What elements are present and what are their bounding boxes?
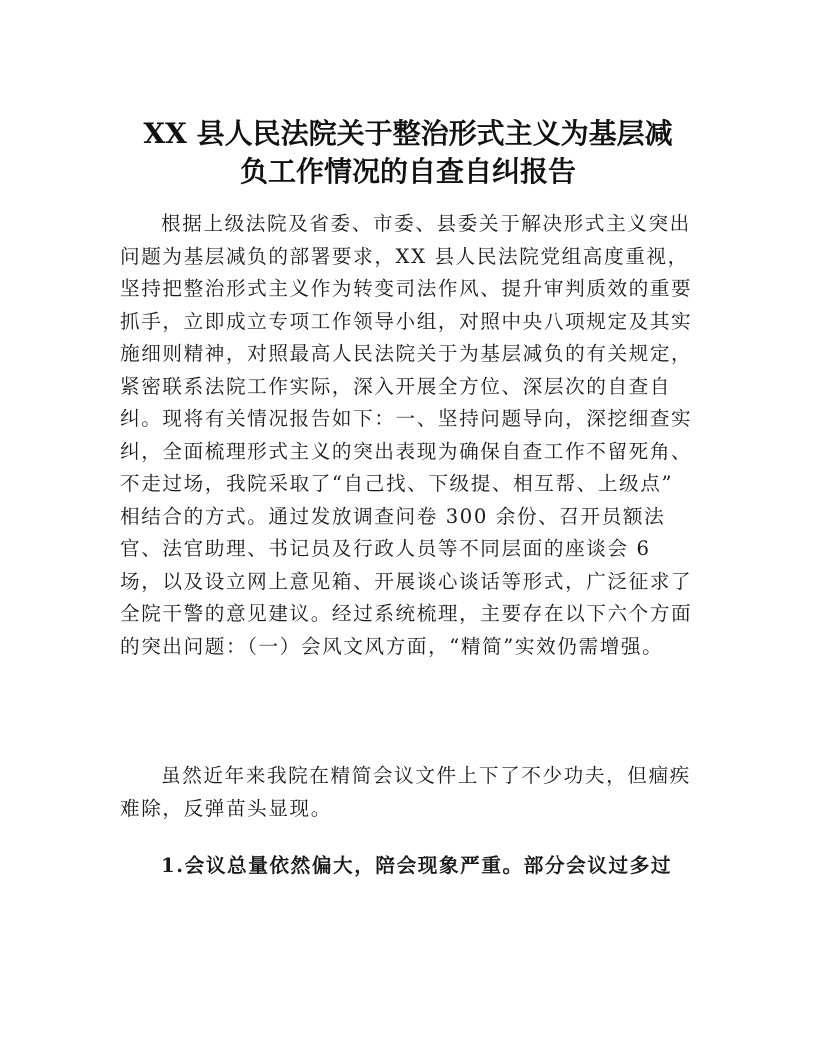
paragraph-line: 场，以及设立网上意见箱、开展谈心谈话等形式，广泛征求了: [120, 569, 693, 593]
paragraph-line: 1.会议总量依然偏大，陪会现象严重。部分会议过多过: [161, 854, 673, 877]
paragraph-line: 官、法官助理、书记员及行政人员等不同层面的座谈会 6: [120, 537, 651, 560]
paragraph-line: 施细则精神，对照最高人民法院关于为基层减负的有关规定，: [120, 342, 693, 365]
paragraph-self-inspection-overview: [120, 208, 696, 663]
title-line: 负工作情况的自查自纠报告: [239, 155, 576, 188]
paragraph-numbered-item-1: [120, 850, 696, 883]
paragraph-line: 纠。现将有关情况报告如下：一、坚持问题导向，深挖细查实: [120, 407, 693, 430]
paragraph-line: 问题为基层减负的部署要求，XX 县人民法院党组高度重视，: [120, 244, 689, 268]
paragraph-line: 抓手，立即成立专项工作领导小组，对照中央八项规定及其实: [120, 309, 693, 333]
paragraph-line: 相结合的方式。通过发放调查问卷 300 余份、召开员额法: [120, 504, 666, 528]
paragraph-meeting-issues: [120, 760, 696, 825]
paragraph-line: 紧密联系法院工作实际，深入开展全方位、深层次的自查自: [120, 374, 672, 398]
document-title: [120, 115, 696, 191]
title-line: XX 县人民法院关于整治形式主义为基层减: [143, 117, 673, 150]
paragraph-line: 的突出问题：（一）会风文风方面，“精简”实效仍需增强。: [120, 634, 664, 658]
paragraph-line: 难除，反弹苗头显现。: [120, 796, 332, 820]
paragraph-line: 纠，全面梳理形式主义的突出表现为确保自查工作不留死角、: [120, 439, 693, 463]
paragraph-line: 虽然近年来我院在精简会议文件上下了不少功夫，但痼疾: [161, 764, 691, 787]
paragraph-line: 全院干警的意见建议。经过系统梳理，主要存在以下六个方面: [120, 602, 693, 625]
paragraph-line: 不走过场，我院采取了“自己找、下级提、相互帮、上级点”: [120, 472, 674, 495]
paragraph-line: 根据上级法院及省委、市委、县委关于解决形式主义突出: [161, 212, 691, 235]
paragraph-line: 坚持把整治形式主义作为转变司法作风、提升审判质效的重要: [120, 277, 693, 300]
